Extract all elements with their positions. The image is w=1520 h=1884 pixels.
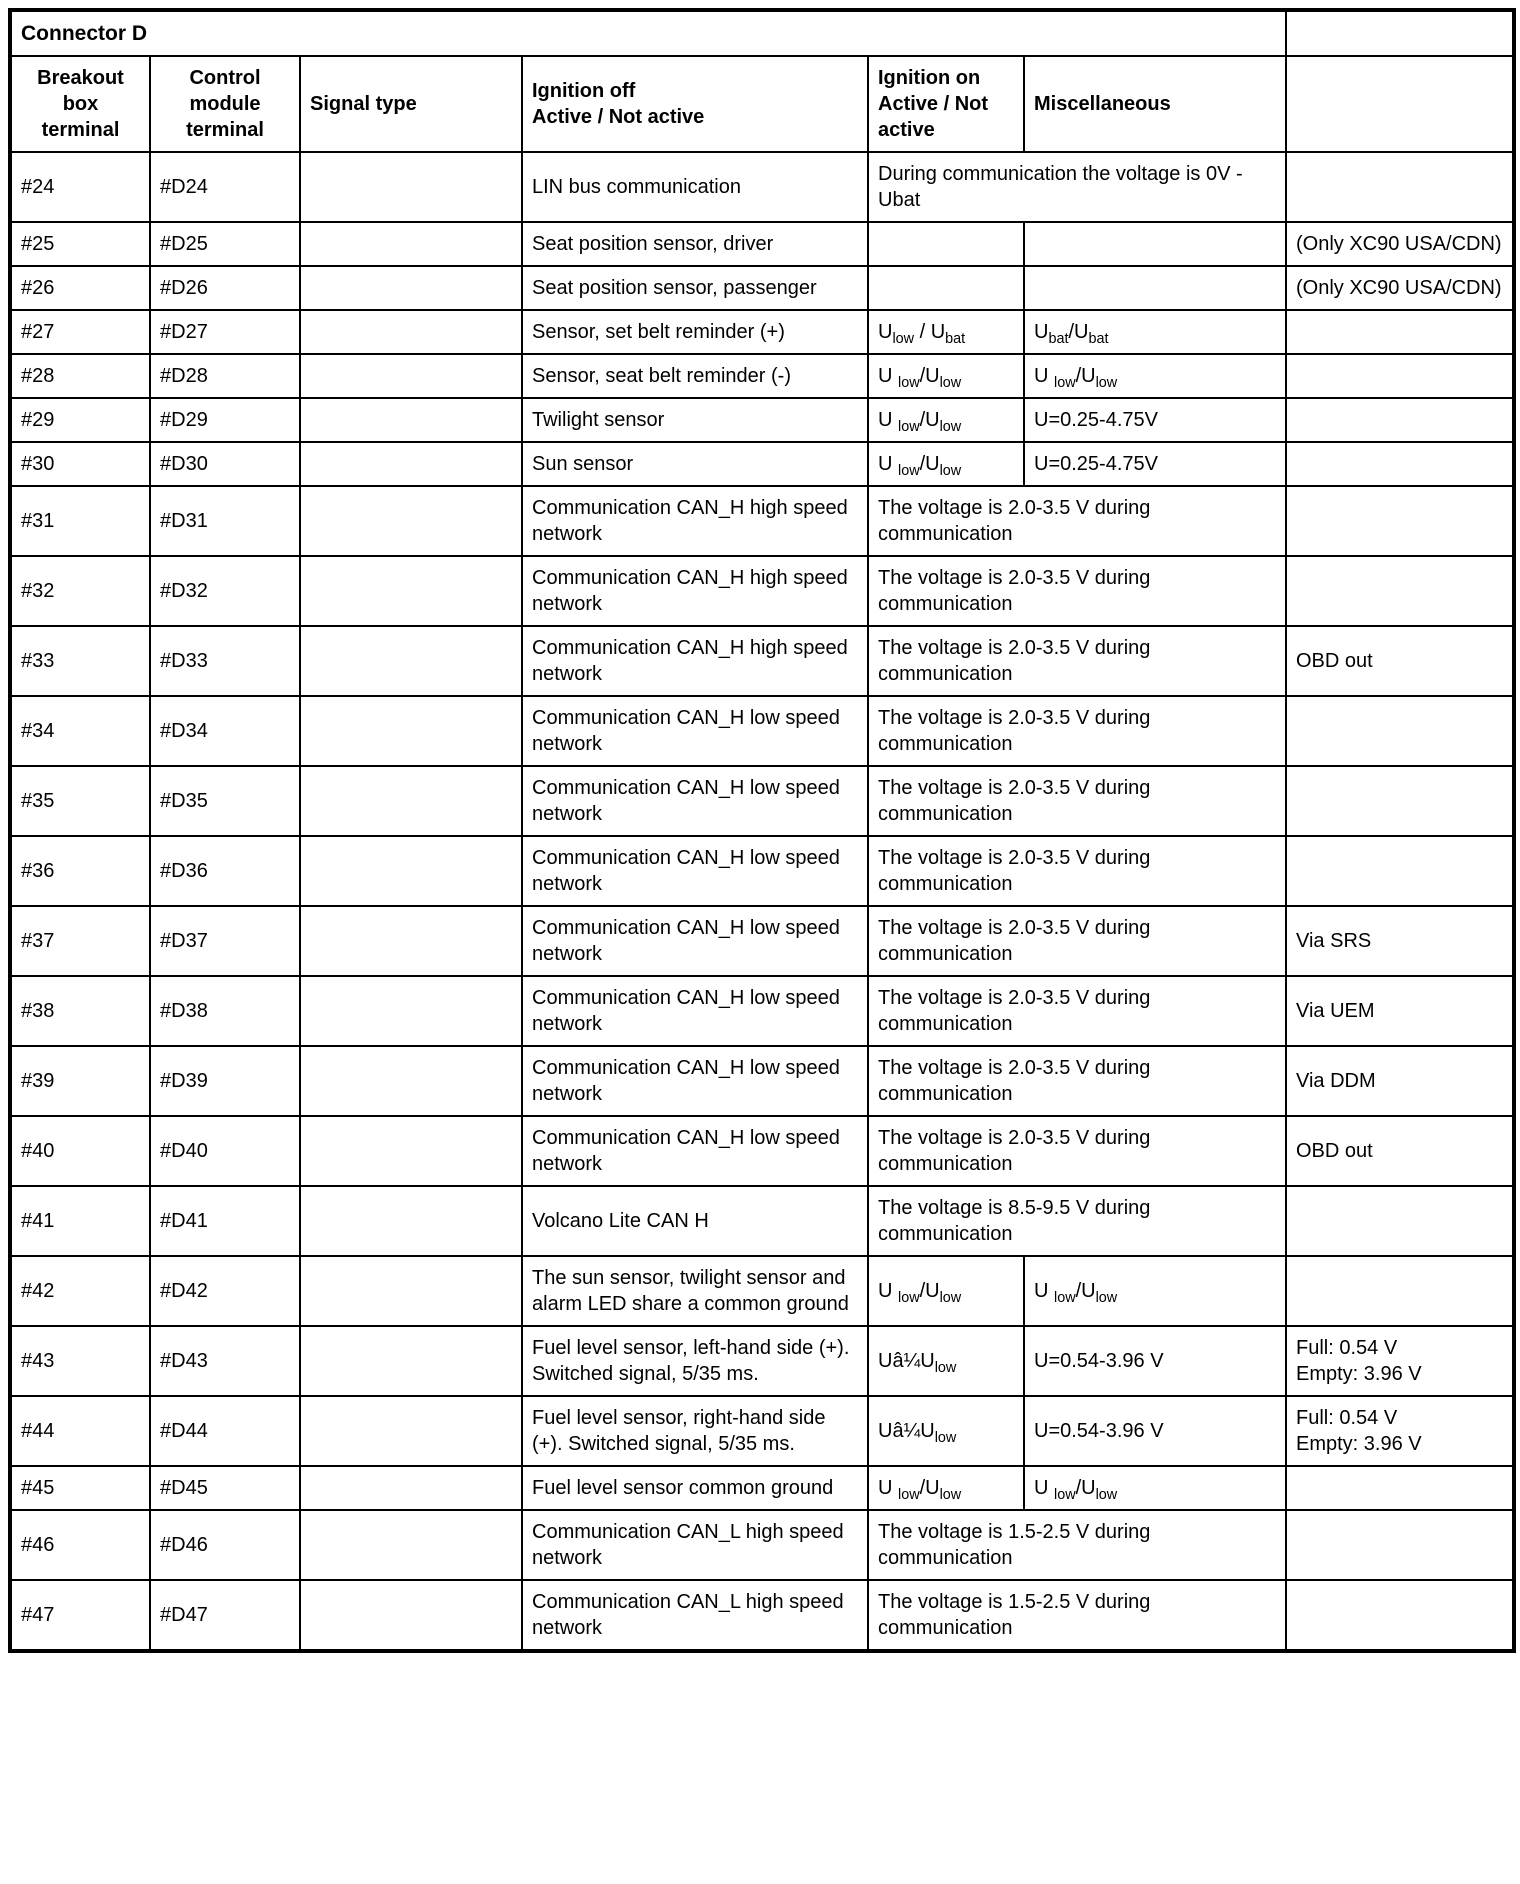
module-terminal-cell: #D39	[150, 1046, 300, 1116]
signal-type-cell	[300, 556, 522, 626]
module-terminal-cell: #D42	[150, 1256, 300, 1326]
signal-description-cell: Communication CAN_H low speed network	[522, 836, 868, 906]
miscellaneous-cell: U $_{low}/U_{low}$	[1024, 354, 1286, 398]
signal-description-cell: Communication CAN_H high speed network	[522, 556, 868, 626]
table-title-row	[10, 10, 1514, 56]
signal-type-cell	[300, 486, 522, 556]
signal-type-cell	[300, 1326, 522, 1396]
signal-description-cell: Communication CAN_L high speed network	[522, 1580, 868, 1651]
note-cell	[1286, 556, 1514, 626]
note-cell: (Only XC90 USA/CDN)	[1286, 222, 1514, 266]
signal-description-cell: Communication CAN_H low speed network	[522, 976, 868, 1046]
breakout-terminal-cell: #40	[10, 1116, 150, 1186]
table-row	[10, 696, 1514, 766]
table-row	[10, 1116, 1514, 1186]
note-cell	[1286, 836, 1514, 906]
module-terminal-cell: #D29	[150, 398, 300, 442]
table-row	[10, 1466, 1514, 1510]
miscellaneous-cell: U=0.54-3.96 V	[1024, 1396, 1286, 1466]
table-body	[10, 152, 1514, 1651]
signal-description-cell: Fuel level sensor, left-hand side (+). Switched signal, 5/35 ms.	[522, 1326, 868, 1396]
voltage-span-cell: During communication the voltage is 0V - Ubat	[868, 152, 1286, 222]
breakout-terminal-cell: #31	[10, 486, 150, 556]
signal-type-cell	[300, 310, 522, 354]
signal-type-cell	[300, 354, 522, 398]
signal-description-cell: Fuel level sensor, right-hand side (+). Switched signal, 5/35 ms.	[522, 1396, 868, 1466]
signal-description-cell: Communication CAN_H low speed network	[522, 1116, 868, 1186]
miscellaneous-cell: U $_{low}/U_{low}$	[1024, 1466, 1286, 1510]
note-cell	[1286, 696, 1514, 766]
note-cell: OBD out	[1286, 626, 1514, 696]
breakout-terminal-cell: #26	[10, 266, 150, 310]
note-cell	[1286, 1186, 1514, 1256]
module-terminal-cell: #D33	[150, 626, 300, 696]
voltage-span-cell: The voltage is 2.0-3.5 V during communication	[868, 696, 1286, 766]
breakout-terminal-cell: #33	[10, 626, 150, 696]
table-row	[10, 906, 1514, 976]
module-terminal-cell: #D35	[150, 766, 300, 836]
signal-type-cell	[300, 766, 522, 836]
table-row	[10, 556, 1514, 626]
signal-type-cell	[300, 976, 522, 1046]
note-cell	[1286, 354, 1514, 398]
breakout-terminal-cell: #38	[10, 976, 150, 1046]
note-cell	[1286, 1510, 1514, 1580]
signal-type-cell	[300, 1186, 522, 1256]
module-terminal-cell: #D28	[150, 354, 300, 398]
table-row	[10, 354, 1514, 398]
signal-description-cell: Communication CAN_H low speed network	[522, 906, 868, 976]
miscellaneous-cell	[1024, 222, 1286, 266]
module-terminal-cell: #D44	[150, 1396, 300, 1466]
table-row	[10, 1046, 1514, 1116]
breakout-terminal-cell: #28	[10, 354, 150, 398]
note-cell: Via UEM	[1286, 976, 1514, 1046]
connector-table	[8, 8, 1516, 1653]
module-terminal-cell: #D37	[150, 906, 300, 976]
voltage-span-cell: The voltage is 1.5-2.5 V during communication	[868, 1510, 1286, 1580]
signal-type-cell	[300, 152, 522, 222]
signal-type-cell	[300, 696, 522, 766]
breakout-terminal-cell: #36	[10, 836, 150, 906]
voltage-span-cell: The voltage is 2.0-3.5 V during communication	[868, 626, 1286, 696]
breakout-terminal-cell: #39	[10, 1046, 150, 1116]
signal-description-cell: LIN bus communication	[522, 152, 868, 222]
note-cell	[1286, 442, 1514, 486]
signal-type-cell	[300, 1466, 522, 1510]
signal-description-cell: Communication CAN_H low speed network	[522, 766, 868, 836]
signal-type-cell	[300, 398, 522, 442]
signal-description-cell: The sun sensor, twilight sensor and alarm LED share a common ground	[522, 1256, 868, 1326]
voltage-span-cell: The voltage is 2.0-3.5 V during communication	[868, 766, 1286, 836]
voltage-span-cell: The voltage is 2.0-3.5 V during communication	[868, 556, 1286, 626]
signal-type-cell	[300, 906, 522, 976]
note-cell: Via SRS	[1286, 906, 1514, 976]
ignition-on-cell: $Uâ\frac{1}{4}U_{low}$	[868, 1396, 1024, 1466]
miscellaneous-cell: U $_{low}/U_{low}$	[1024, 1256, 1286, 1326]
signal-description-cell: Sensor, seat belt reminder (-)	[522, 354, 868, 398]
module-terminal-cell: #D25	[150, 222, 300, 266]
table-row	[10, 266, 1514, 310]
voltage-span-cell: The voltage is 8.5-9.5 V during communication	[868, 1186, 1286, 1256]
breakout-terminal-cell: #43	[10, 1326, 150, 1396]
miscellaneous-cell	[1024, 266, 1286, 310]
voltage-span-cell: The voltage is 2.0-3.5 V during communication	[868, 976, 1286, 1046]
signal-type-cell	[300, 626, 522, 696]
column-header-7	[1286, 56, 1514, 152]
signal-description-cell: Communication CAN_H low speed network	[522, 1046, 868, 1116]
module-terminal-cell: #D40	[150, 1116, 300, 1186]
table-row	[10, 398, 1514, 442]
signal-type-cell	[300, 222, 522, 266]
note-cell	[1286, 1580, 1514, 1651]
module-terminal-cell: #D46	[150, 1510, 300, 1580]
signal-description-cell: Communication CAN_L high speed network	[522, 1510, 868, 1580]
module-terminal-cell: #D24	[150, 152, 300, 222]
breakout-terminal-cell: #24	[10, 152, 150, 222]
ignition-on-cell: U $_{low}/U_{low}$	[868, 442, 1024, 486]
module-terminal-cell: #D43	[150, 1326, 300, 1396]
table-row	[10, 442, 1514, 486]
note-cell	[1286, 1256, 1514, 1326]
module-terminal-cell: #D47	[150, 1580, 300, 1651]
voltage-span-cell: The voltage is 2.0-3.5 V during communication	[868, 1046, 1286, 1116]
table-row	[10, 152, 1514, 222]
signal-description-cell: Sun sensor	[522, 442, 868, 486]
note-cell	[1286, 766, 1514, 836]
miscellaneous-cell: U=0.25-4.75V	[1024, 398, 1286, 442]
table-row	[10, 1256, 1514, 1326]
note-cell	[1286, 152, 1514, 222]
module-terminal-cell: #D27	[150, 310, 300, 354]
breakout-terminal-cell: #47	[10, 1580, 150, 1651]
table-title-spacer-cell	[1286, 10, 1514, 56]
column-header-4: Ignition off Active / Not active	[522, 56, 868, 152]
note-cell	[1286, 310, 1514, 354]
voltage-span-cell: The voltage is 2.0-3.5 V during communication	[868, 486, 1286, 556]
note-cell: Via DDM	[1286, 1046, 1514, 1116]
signal-description-cell: Seat position sensor, passenger	[522, 266, 868, 310]
ignition-on-cell	[868, 222, 1024, 266]
ignition-on-cell: $Uâ\frac{1}{4}U_{low}$	[868, 1326, 1024, 1396]
miscellaneous-cell: $U_{bat}/U_{bat}$	[1024, 310, 1286, 354]
signal-type-cell	[300, 1580, 522, 1651]
column-header-1: Breakout box terminal	[10, 56, 150, 152]
breakout-terminal-cell: #41	[10, 1186, 150, 1256]
table-row	[10, 222, 1514, 266]
signal-description-cell: Fuel level sensor common ground	[522, 1466, 868, 1510]
note-cell: Full: 0.54 V Empty: 3.96 V	[1286, 1326, 1514, 1396]
module-terminal-cell: #D26	[150, 266, 300, 310]
note-cell	[1286, 398, 1514, 442]
table-row	[10, 1186, 1514, 1256]
note-cell: (Only XC90 USA/CDN)	[1286, 266, 1514, 310]
note-cell: OBD out	[1286, 1116, 1514, 1186]
table-row	[10, 486, 1514, 556]
column-header-row	[10, 56, 1514, 152]
table-row	[10, 976, 1514, 1046]
note-cell: Full: 0.54 V Empty: 3.96 V	[1286, 1396, 1514, 1466]
breakout-terminal-cell: #30	[10, 442, 150, 486]
module-terminal-cell: #D32	[150, 556, 300, 626]
voltage-span-cell: The voltage is 1.5-2.5 V during communication	[868, 1580, 1286, 1651]
ignition-on-cell: U $_{low}/U_{low}$	[868, 1256, 1024, 1326]
table-row	[10, 836, 1514, 906]
table-row	[10, 1510, 1514, 1580]
table-row	[10, 626, 1514, 696]
signal-type-cell	[300, 1116, 522, 1186]
ignition-on-cell	[868, 266, 1024, 310]
breakout-terminal-cell: #29	[10, 398, 150, 442]
breakout-terminal-cell: #37	[10, 906, 150, 976]
signal-description-cell: Communication CAN_H high speed network	[522, 626, 868, 696]
signal-description-cell: Seat position sensor, driver	[522, 222, 868, 266]
breakout-terminal-cell: #34	[10, 696, 150, 766]
table-row	[10, 1580, 1514, 1651]
module-terminal-cell: #D45	[150, 1466, 300, 1510]
module-terminal-cell: #D34	[150, 696, 300, 766]
signal-type-cell	[300, 1256, 522, 1326]
table-row	[10, 1396, 1514, 1466]
breakout-terminal-cell: #46	[10, 1510, 150, 1580]
signal-type-cell	[300, 442, 522, 486]
signal-description-cell: Twilight sensor	[522, 398, 868, 442]
voltage-span-cell: The voltage is 2.0-3.5 V during communication	[868, 836, 1286, 906]
column-header-6: Miscellaneous	[1024, 56, 1286, 152]
breakout-terminal-cell: #44	[10, 1396, 150, 1466]
column-header-3: Signal type	[300, 56, 522, 152]
breakout-terminal-cell: #25	[10, 222, 150, 266]
module-terminal-cell: #D31	[150, 486, 300, 556]
column-header-5: Ignition on Active / Not active	[868, 56, 1024, 152]
table-title: Connector D	[10, 10, 1286, 56]
breakout-terminal-cell: #27	[10, 310, 150, 354]
column-header-2: Control module terminal	[150, 56, 300, 152]
breakout-terminal-cell: #32	[10, 556, 150, 626]
table-row	[10, 766, 1514, 836]
module-terminal-cell: #D41	[150, 1186, 300, 1256]
miscellaneous-cell: U=0.25-4.75V	[1024, 442, 1286, 486]
signal-type-cell	[300, 1046, 522, 1116]
voltage-span-cell: The voltage is 2.0-3.5 V during communication	[868, 1116, 1286, 1186]
ignition-on-cell: U $_{low}/U_{low}$	[868, 1466, 1024, 1510]
voltage-span-cell: The voltage is 2.0-3.5 V during communication	[868, 906, 1286, 976]
signal-description-cell: Communication CAN_H low speed network	[522, 696, 868, 766]
signal-type-cell	[300, 266, 522, 310]
module-terminal-cell: #D38	[150, 976, 300, 1046]
signal-type-cell	[300, 1396, 522, 1466]
note-cell	[1286, 486, 1514, 556]
breakout-terminal-cell: #35	[10, 766, 150, 836]
table-row	[10, 1326, 1514, 1396]
ignition-on-cell: U $_{low}/U_{low}$	[868, 354, 1024, 398]
miscellaneous-cell: U=0.54-3.96 V	[1024, 1326, 1286, 1396]
breakout-terminal-cell: #42	[10, 1256, 150, 1326]
note-cell	[1286, 1466, 1514, 1510]
module-terminal-cell: #D36	[150, 836, 300, 906]
ignition-on-cell: U $_{low}/U_{low}$	[868, 398, 1024, 442]
breakout-terminal-cell: #45	[10, 1466, 150, 1510]
signal-type-cell	[300, 1510, 522, 1580]
module-terminal-cell: #D30	[150, 442, 300, 486]
signal-description-cell: Volcano Lite CAN H	[522, 1186, 868, 1256]
ignition-on-cell: $U_{low} / U_{bat}$	[868, 310, 1024, 354]
signal-description-cell: Sensor, set belt reminder (+)	[522, 310, 868, 354]
signal-type-cell	[300, 836, 522, 906]
table-row	[10, 310, 1514, 354]
signal-description-cell: Communication CAN_H high speed network	[522, 486, 868, 556]
